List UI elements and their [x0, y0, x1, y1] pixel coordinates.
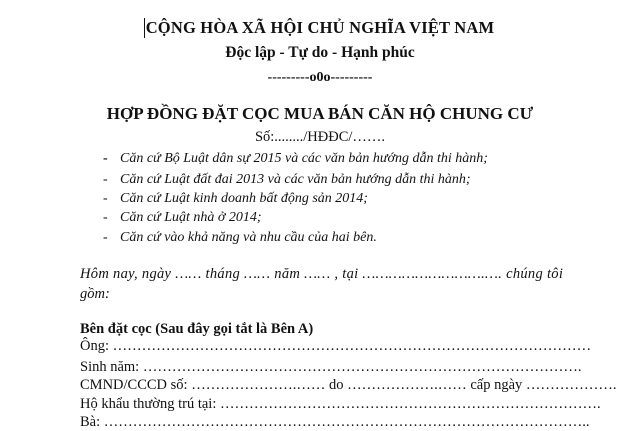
bullet-dash: -	[103, 230, 108, 245]
field-residence: Hộ khẩu thường trú tại: …………………………………………………………………….	[80, 396, 601, 412]
bullet-dash: -	[103, 172, 108, 187]
legal-basis-text: Căn cứ vào khả năng và nhu cầu của hai bên.	[120, 230, 377, 245]
bullet-dash: -	[103, 191, 108, 206]
intro-line-2: gồm:	[80, 286, 110, 302]
legal-basis-text: Căn cứ Luật nhà ở 2014;	[120, 210, 262, 225]
document-number: Số:......../HĐĐC/…….	[254, 129, 386, 145]
field-ong: Ông: ………………………………………………………………………………………	[80, 338, 592, 354]
separator: ---------o0o---------	[267, 70, 373, 85]
country-heading: CỘNG HÒA XÃ HỘI CHỦ NGHĨA VIỆT NAM	[145, 18, 495, 37]
party-a-heading: Bên đặt cọc (Sau đây gọi tắt là Bên A)	[80, 321, 314, 337]
intro-line-1: Hôm nay, ngày …… tháng …… năm …… , tại ……………………….…. chúng tôi	[80, 266, 564, 282]
legal-basis-text: Căn cứ Bộ Luật dân sự 2015 và các văn bản hướng dẫn thi hành;	[120, 151, 488, 166]
legal-basis-text: Căn cứ Luật đất đai 2013 và các văn bản hướng dẫn thi hành;	[120, 172, 471, 187]
document-title: HỢP ĐỒNG ĐẶT CỌC MUA BÁN CĂN HỘ CHUNG CƯ	[106, 104, 534, 123]
bullet-dash: -	[103, 210, 108, 225]
motto: Độc lập - Tự do - Hạnh phúc	[225, 44, 415, 61]
field-id-number: CMND/CCCD số: ………………….…… do ……………….…… cấp ngày ……………….	[80, 377, 617, 393]
field-ba: Bà: ………………………………………………………………………………………..	[80, 414, 590, 430]
field-birth-year: Sinh năm: ……………………………………………………………………………….	[80, 359, 582, 375]
legal-basis-text: Căn cứ Luật kinh doanh bất động sản 2014;	[120, 191, 368, 206]
bullet-dash: -	[103, 151, 108, 166]
